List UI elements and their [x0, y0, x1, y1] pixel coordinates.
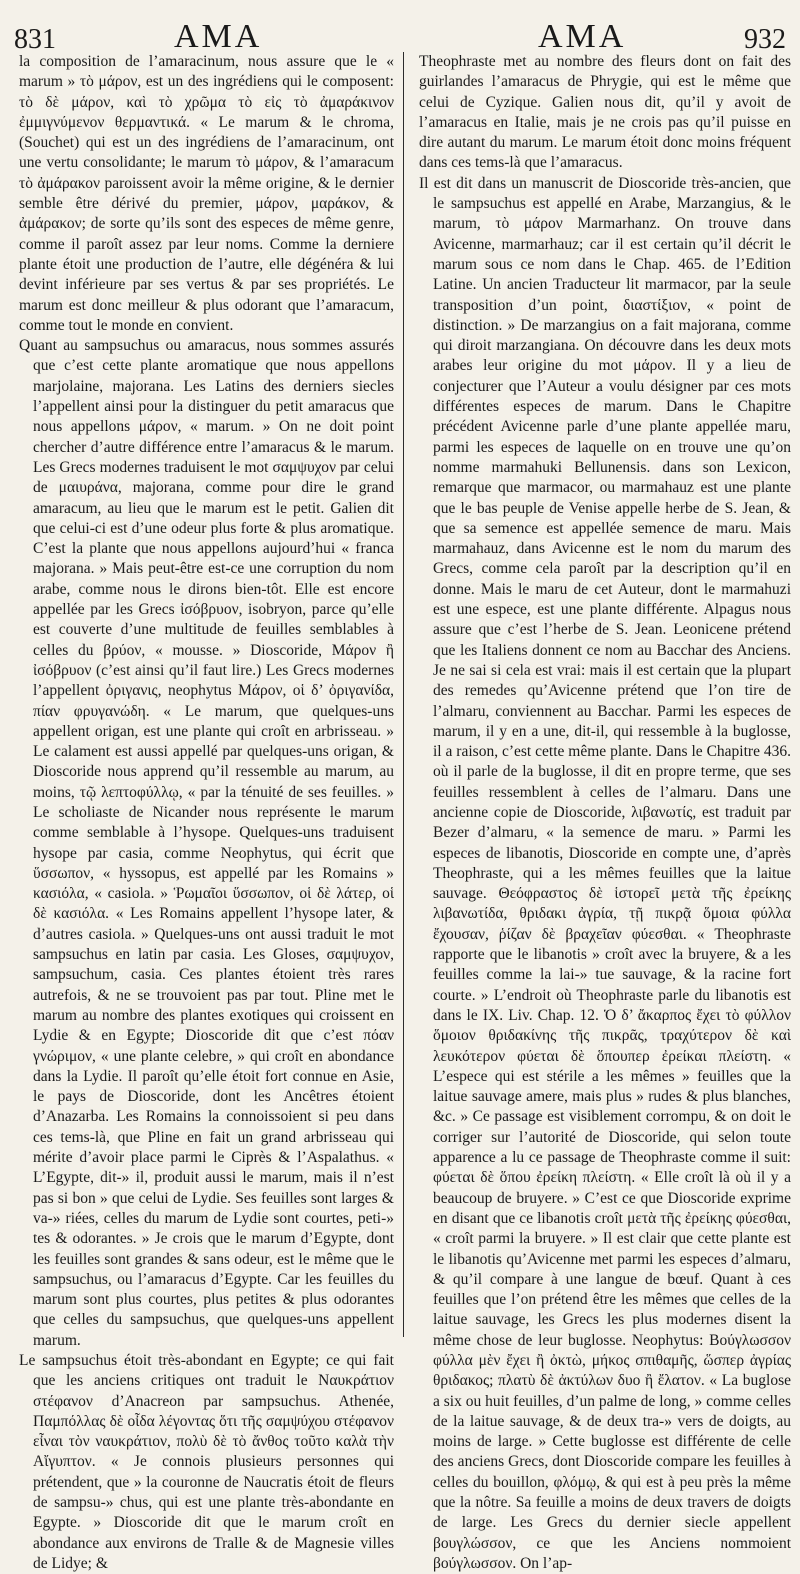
right-paragraph-2: Il est dit dans un manuscrit de Dioscoride très-ancien, que le sampsuchus est appellé en Arabe, Marzangius, & le marum, τὸ μάρον Marmarhanz. On trouve dans Avicenne, marmarhauz; car il est certain qu’il décrit le marum sous ce nom dans le Chap. 465. de l’Edition Latine. Un ancien Traducteur lit marmacor, par la seule transposition d’un point, διαστίξιον, « point de distinction. » De marzangius on a fait majorana, comme qui diroit marzangiana. On découvre dans les deux mots arabes leur origine du mot μάρον. Il y a lieu de conjecturer que l’Auteur a voulu désigner par ces mots différentes especes de marum. Dans le Chapitre précédent Avicenne parle d’une plante appellée maru, parmi les especes de laquelle on en trouve une qu’on nomme marmahuki Bellunensis. dans son Lexicon, remarque que marmacor, ou marmahauz est une plante que le bas peuple de Venise appelle herbe de S. Jean, & que sa semence est appellée semence de maru. Mais marmahauz, dans Avicenne est le nom du marum des Grecs, comme cela paroît par la description qu’il en donne. Mais le maru de cet Auteur, dont le marmahuzi est une espece, est une plante différente. Alpagus nous assure que c’est l’herbe de S. Jean. Leonicene prétend que les Italiens donnent ce nom au Bacchar des Anciens. Je ne sai si cela est vrai: mais il est certain que la plupart des remedes qu’Avicenne prétend que l’on tire de l’almaru, conviennent au Bacchar. Parmi les especes de marum, il y en a une, dit-il, qui ressemble à la buglosse, il a raison, c’est cette même plante. Dans le Chapitre 436. où il parle de la buglosse, il dit en propre terme, que ses feuilles ressemblent à celles de l’almaru. Dans une ancienne copie de Dioscoride, λιβανωτίς, est traduit par Bezer d’almaru, « la semence de maru. » Parmi les especes de libanotis, Dioscoride en compte une, d’après Theophraste, qui a les mêmes feuilles que la laitue sauvage. Θεόφραστος δὲ ἱστορεῖ μετὰ τῆς ἐρείκης λιβανωτίδα, θριδακι ἀγρία, τῇ πικρᾷ ὅμοια φύλλα ἔχουσαν, ῥίζαν δὲ βραχεῖαν φύεσθαι. « Theophraste rapporte que le libanotis » croît avec la bruyere, & a les feuilles comme la lai-» tue sauvage, & la racine fort courte. » L’endroit où Theophraste parle du libanotis est dans le IX. Liv. Chap. 12. Ὁ δ’ ἄκαρπος ἔχει τὸ φύλλον ὅμοιον θριδακίνης τῆς πικρᾶς, τραχύτερον δὲ καὶ λευκότερον φύεται δὲ ὅπουπερ ἐρείκαι πλείστη. « L’espece qui est stérile a les mêmes » feuilles que la laitue sauvage amere, mais plus » rudes & plus blanches, &c. » Ce passage est visiblement corrompu, & on doit le corriger sur l’autorité de Dioscoride, qui selon toute apparence a lu ce passage de Theophraste comme il suit: φύεται δὲ ὅπου ἐρείκη πλείστη. « Elle croît là où il y a beaucoup de bruyere. » C’est ce que Dioscoride exprime en disant que ce libanotis croît μετὰ τῆς ἐρείκης φύεσθαι, « croît parmi la bruyere. » Il est clair que cette plante est le libanotis qu’Avicenne met parmi les especes d’almaru, & qu’il compare à une langue de bœuf. Quant à ces feuilles que l’on prétend être les mêmes que celles de la laitue sauvage, les Grecs les plus modernes disent la même chose de leur buglosse. Neophytus: Βούγλωσσον φύλλα μὲν ἔχει ἢ ὀκτὼ, μήκος σπιθαμῆς, ὥσπερ ἀγρίας θριδακος; πλατὺ δὲ ἀκτύλων δυο ἢ ἔλατον. « La buglose a six ou huit feuilles, d’un palme de long, » comme celles de la laitue sauvage, & de deux tra-» vers de doigts, au moins de large. » Cette buglosse est différente de celle des anciens Grecs, dont Dioscoride compare les feuilles à celles du bouillon, φλόμῳ, & qui est à peu près la même que la nôtre. Sa feuille a moins de deux travers de doigts de large. Les Grecs du dernier siecle appellent βουγλώσσον, ce que les Anciens nommoient βούγλωσσον. On l’ap-	[419, 174, 791, 1572]
left-paragraph-2: Quant au sampsuchus ou amaracus, nous sommes assurés que c’est cette plante aromatique que nous appellons marjolaine, majorana. Les Latins des derniers siecles l’appellent ainsi pour la distinguer du petit amaracus que nous appellons μάρον, « marum. » On ne doit point chercher d’autre différence entre l’amaracus & le marum. Les Grecs modernes traduisent le mot σαμψυχον par celui de μαιυράνα, majorana, comme pour dire le grand amaracum, au lieu que le marum est le petit. Galien dit que celui-ci est d’une odeur plus forte & plus aromatique. C’est la plante que nous appellons aujourd’hui « franca majorana. » Mais peut-être est-ce une corruption du nom arabe, comme nous le dirons bien-tôt. Elle est encore appellée par les Grecs ἰσόβρυον, isobryon, parce qu’elle est couverte d’une multitude de feuilles semblables à celles du βρύον, « mousse. » Dioscoride, Μάρον ἢ ἰσόβρυον (c’est ainsi qu’il faut lire.) Les Grecs modernes l’appellent ὀριγανις, neophytus Μάρον, οἱ δ’ ὀριγανίδα, πίαν φρυγανώδη. « Le marum, que quelques-uns appellent origan, est une plante qui croît en arbrisseau. » Le calament est aussi appellé par quelques-uns origan, & Dioscoride nous apprend qu’il ressemble au marum, au moins, τῷ λεπτοφύλλῳ, « par la ténuité de ses feuilles. » Le scholiaste de Nicander nous représente le marum comme semblable à l’hysope. Quelques-uns traduisent hysope par casia, comme Neophytus, qui écrit que ὕσσωπον, « hyssopus, est appellé par les Romains » κασιόλα, « casiola. » Ῥωμαῖοι ὕσσωπον, οἱ δὲ λάτερ, οἱ δὲ κασιόλα. « Les Romains appellent l’hysope later, & d’autres casiola. » Quelques-uns ont aussi traduit le mot sampsuchus en latin par casia. Les Gloses, σαμψυχον, sampsuchum, casia. Ces plantes étoient très rares autrefois, & ne se trouvoient pas par tout. Pline met le marum au nombre des plantes exotiques qui croissent en Lydie & en Egypte; Dioscoride dit que c’est πόαν γνώριμον, « une plante celebre, » qui croît en abondance dans la Lydie. Il paroît qu’elle étoit fort connue en Asie, le pays de Dioscoride, dont les Ancêtres étoient d’Anazarba. Les Romains la connoissoient si peu dans ces tems-là, que Pline en fait un grand arbrisseau qui mérite d’avoir place parmi le Ciprès & l’Aspalathus. « L’Egypte, dit-» il, produit aussi le marum, mais il n’est pas si bon » que celui de Lydie. Ses feuilles sont larges & va-» riées, celles du marum de Lydie sont courtes, peti-» tes & odorantes. » Je crois que le marum d’Egypte, dont les feuilles sont grandes & sans odeur, est le même que le sampsuchus, ou l’amaracus d’Egypte. Car les feuilles du marum sont plus courtes, plus petites & plus odorantes que celles du sampsuchus, que quelques-uns appellent marum.	[19, 337, 394, 1349]
right-paragraph-1: Theophraste met au nombre des fleurs dont on fait des guirlandes l’amaracus de Phrygie, qui est le même que celui de Cyzique. Galien nous dit, qu’il y avoit de l’amaracus en Italie, mais je ne crois pas qu’il puisse en dire autant du marum. Le marum étoit donc moins fréquent dans ces tems-là que l’amaracus.	[419, 53, 791, 172]
column-divider	[403, 52, 404, 1337]
left-running-head: AMA	[174, 18, 263, 55]
page-header	[0, 10, 800, 54]
right-column	[419, 52, 791, 1572]
left-column	[19, 52, 394, 1572]
left-page-number: 831	[14, 24, 56, 55]
left-paragraph-1: la composition de l’amaracinum, nous assure que le « marum » τὸ μάρον, est un des ingrédiens qui le composent: τὸ δὲ μάρον, καὶ τὸ χρῶμα τὸ εἰς τὸ ἀμαράκινον ἐμμιγνύμενον θερμαντικά. « Le marum & le chroma, (Souchet) qui est un des ingrédiens de l’amaracinum, ont une vertu consolidante; le marum τὸ μάρον, & l’amaracum τὸ ἀμάρακον paroissent avoir la même origine, & le dernier semble être dérivé du premier, μάρον, μαράκον, & ἀμάρακον; de sorte qu’ils sont des especes de même genre, comme il paroît assez par leur noms. Comme la derniere plante étoit une production de l’autre, elle dégénéra & lui devint inférieure par ses vertus & par ses propriétés. Le marum est donc meilleur & plus odorant que l’amaracum, comme tout le monde en convient.	[19, 53, 394, 334]
left-paragraph-3: Le sampsuchus étoit très-abondant en Egypte; ce qui fait que les anciens critiques ont traduit le Ναυκράτιον στέφανον d’Anacreon par sampsuchus. Athenée, Παμπόλλας δὲ οἶδα λέγοντας ὅτι τῆς σαμψύχου στέφανον εἶναι τὸν ναυκράτιον, πολὺ δὲ τὸ ἄνθος τοῦτο καλὰ τὴν Αἴγυπτον. « Je connois plusieurs personnes qui prétendent, que » la couronne de Naucratis étoit de fleurs de sampsu-» chus, qui est une plante très-abondante en Egypte. » Dioscoride dit que le marum croît en abondance aux environs de Tralle & de Magnesie villes de Lidye; &	[19, 1352, 394, 1572]
right-page-number: 932	[744, 24, 786, 55]
right-running-head: AMA	[538, 18, 627, 55]
